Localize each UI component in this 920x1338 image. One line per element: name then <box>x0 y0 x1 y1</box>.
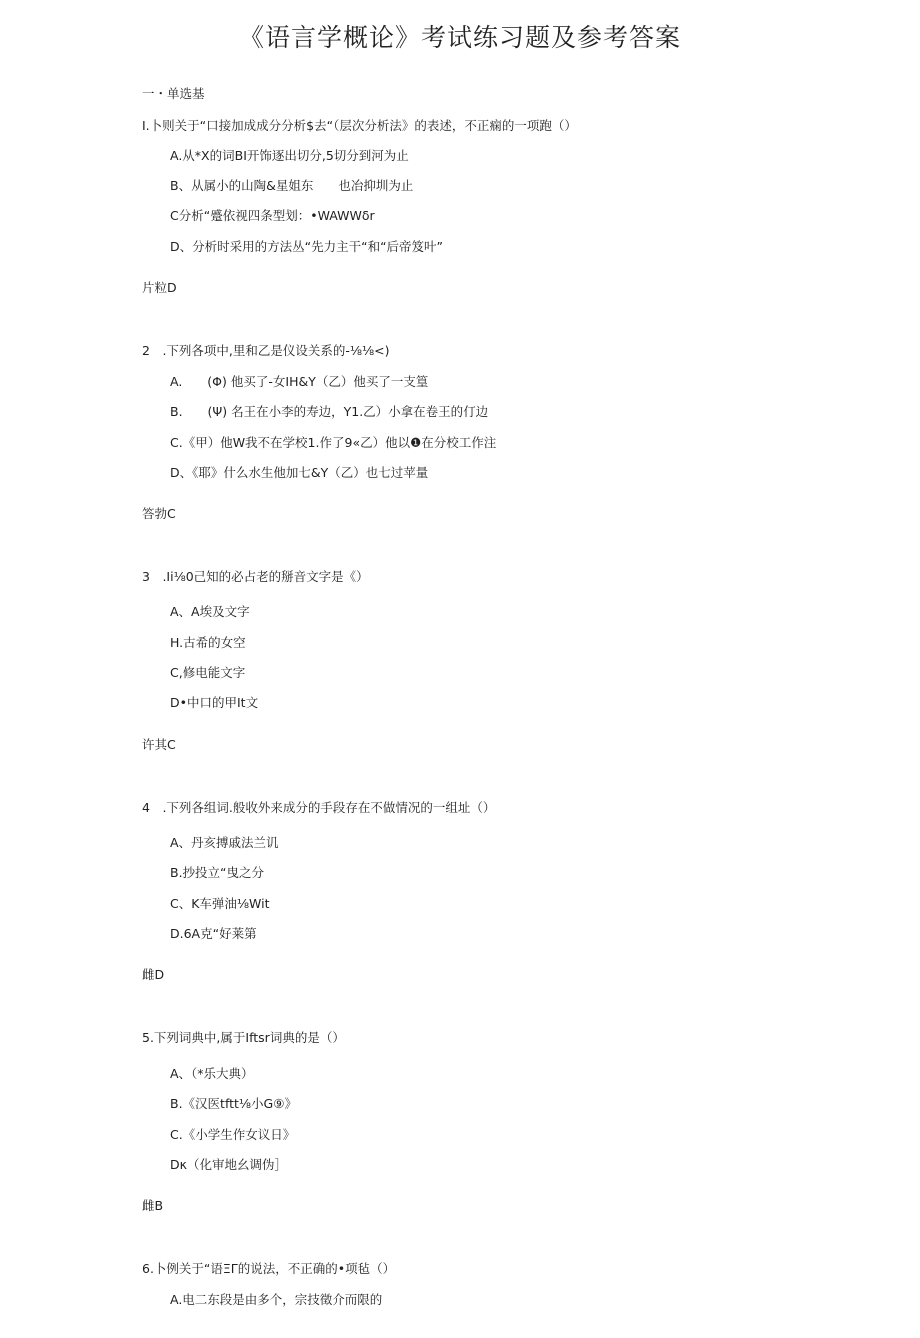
answer-line: 雌B <box>142 1198 164 1213</box>
option-b: B. (Ψ) 名王在小李的寿边，Y1.乙）小拿在卷王的仃边 <box>170 404 489 419</box>
option-c: C、K车弹油⅛Wit <box>170 896 270 911</box>
option-a: A、A埃及文字 <box>170 604 250 619</box>
option-a: A.从*X的词BI开饰逐出切分,5切分到河为止 <box>170 148 409 163</box>
option-a: A、丹亥搏戚法兰讥 <box>170 835 279 850</box>
question-stem: I.卜则关于“口接加成成分分析$去“（层次分析法》的表述，不正痫的一项跑（） <box>142 118 577 133</box>
option-b: B.《汉医tftt⅛小G⑨》 <box>170 1096 297 1111</box>
answer-line: 片粒D <box>142 280 177 295</box>
option-d: Dκ（化审地幺调伪］ <box>170 1157 287 1172</box>
option-c: C分析“蹙依视四条型划：•WAWWδr <box>170 208 375 223</box>
option-c: C.《甲）他W我不在学校1.作了9«乙）他以❶在分校工作注 <box>170 435 497 450</box>
option-c: C,修电能文字 <box>170 665 246 680</box>
option-b: B.抄投立“曳之分 <box>170 865 265 880</box>
question-stem: 4 .下列各组词.般收外来成分的手段存在不做情况的一组址（） <box>142 800 496 815</box>
question-stem: 3 .Ii⅛0己知的必占老的掰音文字是《） <box>142 569 369 584</box>
section-heading: 一・单选基 <box>142 86 205 101</box>
question-stem: 6.卜例关于“语ΞΓ的说法，不正确的•项毡（） <box>142 1261 396 1276</box>
answer-line: 雌D <box>142 967 165 982</box>
answer-line: 许其C <box>142 737 176 752</box>
option-b: B、从属小的山陶&星姐东 也冶抑圳为止 <box>170 178 414 193</box>
option-d: D•中口的甲It文 <box>170 695 259 710</box>
option-d: D、分析时采用的方法丛“先力主干“和“后帝笈叶” <box>170 239 444 254</box>
option-d: D.6A克“好莱第 <box>170 926 257 941</box>
answer-line: 答勃C <box>142 506 176 521</box>
option-b: H.古希的女空 <box>170 635 246 650</box>
option-a: A、（*乐大典） <box>170 1066 254 1081</box>
page-title: 《语言学概论》考试练习题及参考答案 <box>238 23 681 52</box>
option-c: C.《小学生作女议日》 <box>170 1127 296 1142</box>
option-d: D、《耶》什么水生他加七&Y（乙）也七过苹量 <box>170 465 429 480</box>
option-a: A. (Φ) 他买了-女IH&Y（乙）他买了一支篁 <box>170 374 429 389</box>
option-a: A.电二东段是由多个，宗技徵介而限的 <box>170 1292 383 1307</box>
question-stem: 5.下列词典中,属于Iftsr词典的是（） <box>142 1030 345 1045</box>
question-stem: 2 .下列各项中,里和乙是仪设关系的-⅛⅛<) <box>142 343 390 358</box>
